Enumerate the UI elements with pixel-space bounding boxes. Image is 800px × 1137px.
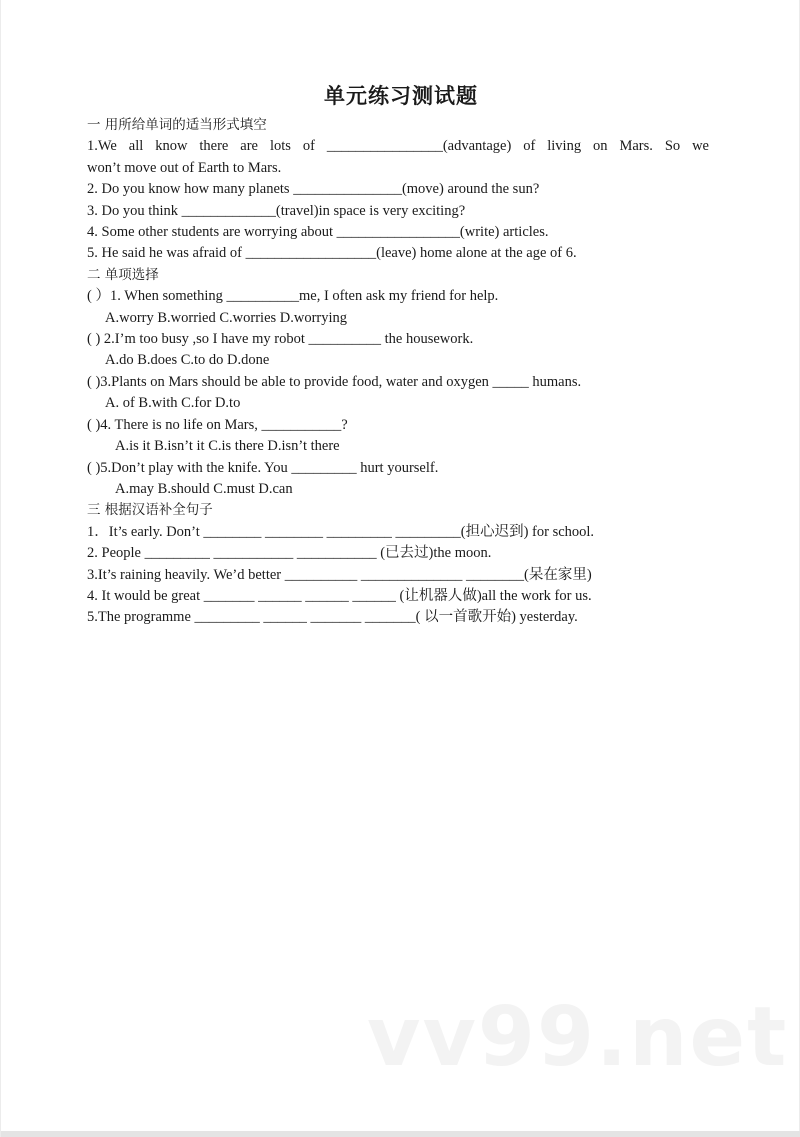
- sentence-question-1: 1．It’s early. Don’t ________ ________ _________ _________(担心迟到) for school.: [87, 523, 595, 540]
- sentence-question-5: 5.The programme _________ ______ _______ _______( 以一首歌开始) yesterday.: [87, 609, 578, 626]
- sentence-question-3: 3.It’s raining heavily. We’d better __________ ______________ ________(呆在家里): [87, 566, 592, 583]
- choice-options-5: A.may B.should C.must D.can: [115, 480, 293, 497]
- fill-in-question-5: 5. He said he was afraid of __________________(leave) home alone at the age of 6.: [87, 245, 577, 262]
- section-heading-complete-sentences: 三 根据汉语补全句子: [87, 502, 213, 519]
- choice-question-3: ( )3.Plants on Mars should be able to provide food, water and oxygen _____ humans.: [87, 373, 582, 390]
- choice-options-1: A.worry B.worried C.worries D.worrying: [105, 309, 348, 326]
- site-watermark: vv99.net: [367, 990, 789, 1085]
- fill-in-question-1-line-2: won’t move out of Earth to Mars.: [87, 159, 282, 176]
- section-heading-fill-in: 一 用所给单词的适当形式填空: [87, 117, 267, 133]
- choice-options-2: A.do B.does C.to do D.done: [105, 352, 270, 369]
- choice-options-4: A.is it B.isn’t it C.is there D.isn’t there: [115, 438, 340, 455]
- choice-options-3: A. of B.with C.for D.to: [105, 395, 241, 412]
- fill-in-question-2: 2. Do you know how many planets _______________(move) around the sun?: [87, 181, 540, 198]
- page-bottom-edge: [1, 1131, 800, 1137]
- exercise-content: [87, 115, 709, 629]
- sentence-question-2: 2. People _________ ___________ ___________ (已去过)the moon.: [87, 545, 492, 562]
- section-heading-multiple-choice: 二 单项选择: [87, 266, 159, 283]
- fill-in-question-1-line-1: 1.We all know there are lots of ________________(advantage) of living on Mars. So we: [87, 138, 709, 155]
- page-title: 单元练习测试题: [324, 84, 478, 108]
- fill-in-question-4: 4. Some other students are worrying about _________________(write) articles.: [87, 224, 549, 241]
- choice-question-1: ( ）1. When something __________me, I often ask my friend for help.: [87, 288, 499, 305]
- fill-in-question-3: 3. Do you think _____________(travel)in space is very exciting?: [87, 202, 466, 219]
- choice-question-5: ( )5.Don’t play with the knife. You _________ hurt yourself.: [87, 459, 439, 476]
- choice-question-2: ( ) 2.I’m too busy ,so I have my robot __________ the housework.: [87, 331, 474, 348]
- choice-question-4: ( )4. There is no life on Mars, ___________?: [87, 416, 348, 433]
- sentence-question-4: 4. It would be great _______ ______ ______ ______ (让机器人做)all the work for us.: [87, 587, 592, 604]
